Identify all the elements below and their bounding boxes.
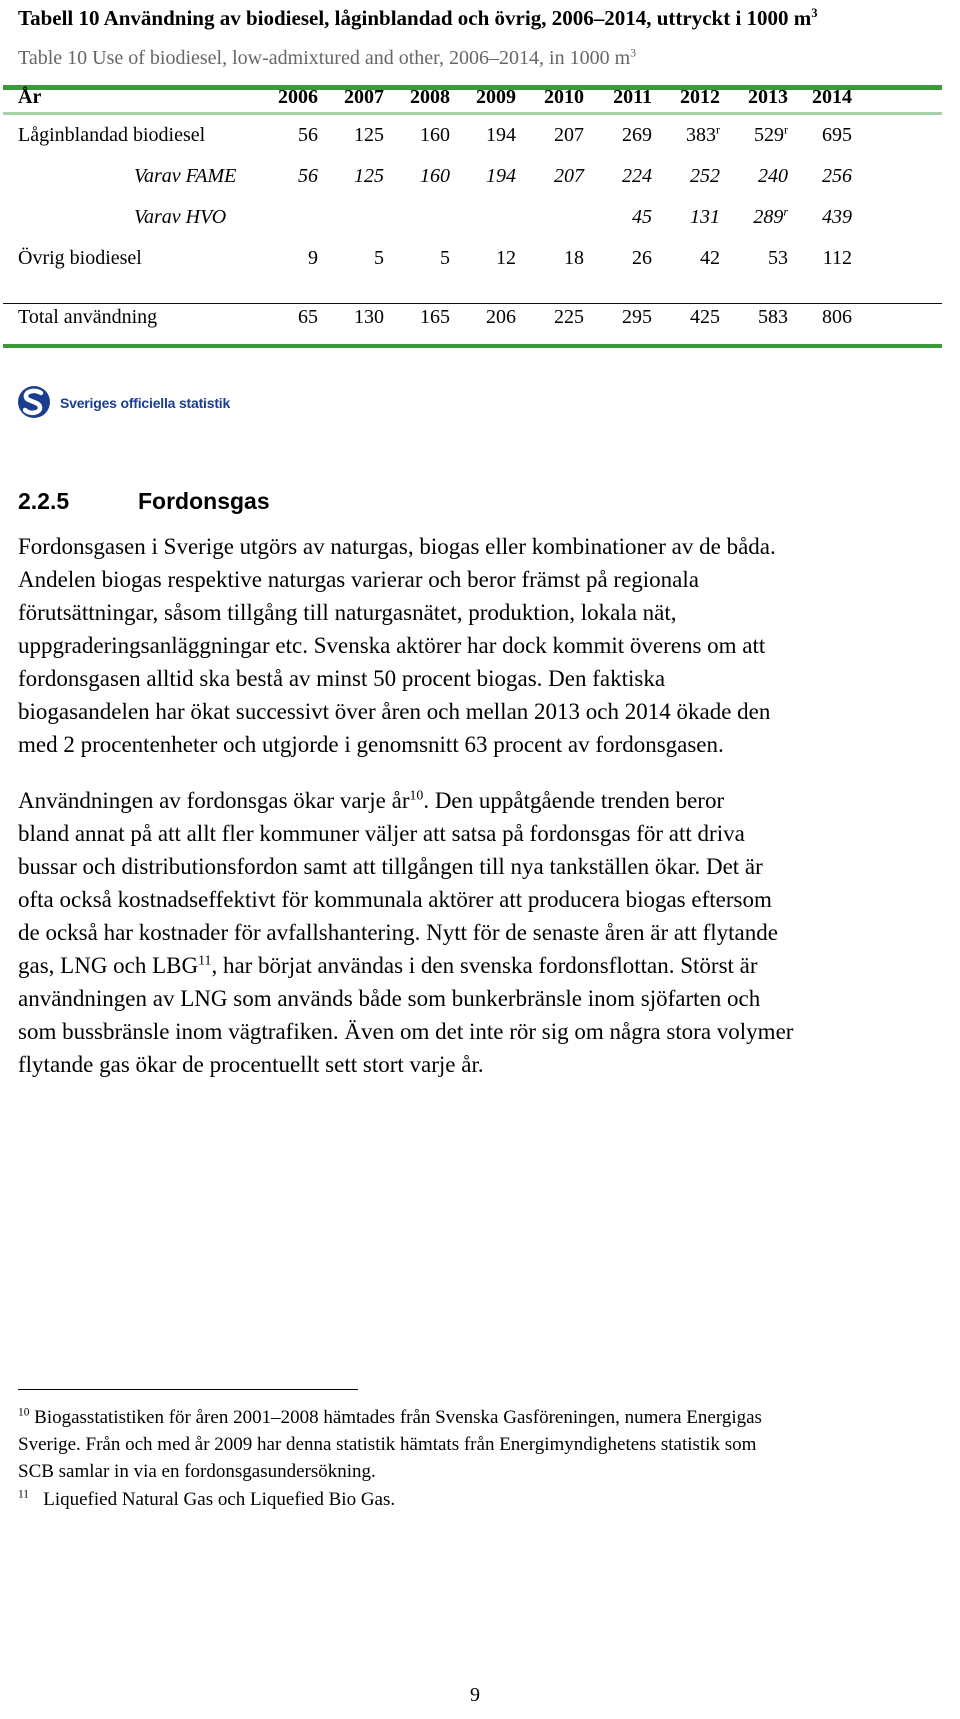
table-row — [0, 165, 960, 195]
section-heading — [18, 488, 270, 515]
table-cell: 160 — [420, 124, 450, 146]
table-bottom-rule — [3, 344, 942, 348]
table-cell: 439 — [822, 206, 852, 228]
year-header: 2014 — [812, 86, 852, 108]
row-label: Övrig biodiesel — [18, 247, 142, 269]
table-cell: 583 — [758, 306, 788, 328]
table-total-rule — [3, 303, 942, 304]
year-header: 2008 — [410, 86, 450, 108]
table-cell: 5 — [374, 247, 384, 269]
table-cell: 45 — [632, 206, 652, 228]
year-header: 2009 — [476, 86, 516, 108]
table-cell: 125 — [354, 165, 384, 187]
row-label: Total användning — [18, 306, 158, 328]
row-label: Varav FAME — [134, 165, 237, 187]
table-cell: 529$^r$ — [754, 122, 788, 146]
footnote: $^{10}$ Biogasstatistiken för åren 2001–2008 hämtades från Svenska Gasföreningen, numera Energigas Sverige. Från och med år 2009 har denna statistik hämtats från Energimyndighetens statistik som SCB samlar in via en fordonsgasundersökning. — [18, 1406, 762, 1482]
table-cell: 26 — [632, 247, 652, 269]
footnote-ref[interactable]: 10 — [409, 787, 424, 803]
year-header: 2013 — [748, 86, 788, 108]
table-cell: 160 — [420, 165, 450, 187]
table-cell: 12 — [496, 247, 516, 269]
footnote: $^{11}$ Liquefied Natural Gas och Liquefied Bio Gas. — [18, 1488, 396, 1510]
table-cell: 18 — [564, 247, 584, 269]
table-cell: 225 — [554, 306, 584, 328]
year-header: 2012 — [680, 86, 720, 108]
year-header: 2006 — [278, 86, 318, 108]
table-cell: 130 — [354, 306, 384, 328]
table-cell: 194 — [486, 165, 516, 187]
table-cell: 53 — [768, 247, 788, 269]
table-cell: 56 — [298, 124, 318, 146]
table-row — [0, 206, 960, 236]
table-header-rule — [3, 112, 942, 115]
header-label: År — [18, 86, 42, 108]
table-cell: 165 — [420, 306, 450, 328]
table-cell: 695 — [822, 124, 852, 146]
paragraph: Användningen av fordonsgas ökar varje $år^{10}$. Den uppåtgående trenden beror bland annat på att allt fler kommuner väljer att satsa på fordonsgas för att driva bussar och distributionsfordon samt att tillgången till nya tankställen ökar. Det är ofta också kostnadseffektivt för kommunala aktörer att producera biogas eftersom de också har kostnader för avfallshantering. Nytt för de senaste åren är att flytande gas, LNG och LBG$^{11}$, har börjat användas i den svenska fordonsflottan. Störst är användningen av LNG som används både som bunkerbränsle inom sjöfarten och som bussbränsle inom vägtrafiken. Även om det inte rör sig om några stora volymer flytande gas ökar de procentuellt sett stort varje år. — [18, 787, 794, 1077]
table-cell: 252 — [690, 165, 720, 187]
table-cell: 256 — [822, 165, 852, 187]
paragraph: Fordonsgasen i Sverige utgörs av naturgas, biogas eller kombinationer av de båda. Andelen biogas respektive naturgas varierar och beror främst på regionala förutsättningar, såsom tillgång till naturgasnätet, produktion, lokala nät, uppgraderingsanläggningar etc. Svenska aktörer har dock kommit överens om att fordonsgasen alltid ska bestå av minst 50 procent biogas. Den faktiska biogasandelen har ökat successivt över åren och mellan 2013 och 2014 ökade den med 2 procentenheter och utgjorde i genomsnitt 63 procent av fordonsgasen. — [18, 534, 776, 757]
section-number: 2.2.5 — [18, 488, 70, 514]
table-cell: 194 — [486, 124, 516, 146]
table-cell: 9 — [308, 247, 318, 269]
table-cell: 125 — [354, 124, 384, 146]
table-row — [0, 247, 960, 277]
page-number: 9 — [470, 1684, 480, 1706]
table-cell: 206 — [486, 306, 516, 328]
table-cell: 289$^r$ — [753, 204, 788, 228]
table-cell: 240 — [758, 165, 788, 187]
footnote-mark: 10 — [18, 1406, 30, 1419]
year-header: 2007 — [344, 86, 384, 108]
table-title-sv: Tabell 10 Användning av biodiesel, låginblandad och övrig, 2006–2014, uttryckt i 1000 $m^3$ — [18, 6, 818, 30]
footnote-separator — [18, 1389, 358, 1390]
table-cell: 207 — [554, 165, 584, 187]
year-header: 2010 — [544, 86, 584, 108]
table-title-en: Table 10 Use of biodiesel, low-admixtured and other, 2006–2014, in 1000 $m^3$ — [18, 45, 637, 69]
table-cell: 425 — [690, 306, 720, 328]
table-cell: 5 — [440, 247, 450, 269]
table-row — [0, 306, 960, 336]
year-header: 2011 — [613, 86, 652, 108]
table-cell: 65 — [298, 306, 318, 328]
sos-logo-text: Sveriges officiella statistik — [60, 395, 231, 411]
sos-logo — [16, 383, 246, 425]
table-cell: 224 — [622, 165, 652, 187]
table-cell: 295 — [622, 306, 652, 328]
table-cell: 806 — [822, 306, 852, 328]
table-cell: 383$^r$ — [686, 122, 720, 146]
row-label: Låginblandad biodiesel — [18, 124, 206, 146]
table-cell: 269 — [622, 124, 652, 146]
table-cell: 112 — [822, 247, 852, 269]
table-cell: 207 — [554, 124, 584, 146]
table-cell: 56 — [298, 165, 318, 187]
table-cell: 42 — [700, 247, 720, 269]
footnote-mark: 11 — [18, 1488, 29, 1501]
table-row — [0, 124, 960, 154]
sos-logo-icon — [16, 383, 52, 421]
section-title: Fordonsgas — [138, 488, 270, 514]
table-cell: 131 — [690, 206, 720, 228]
row-label: Varav HVO — [134, 206, 227, 228]
footnote-ref[interactable]: 11 — [198, 952, 212, 968]
